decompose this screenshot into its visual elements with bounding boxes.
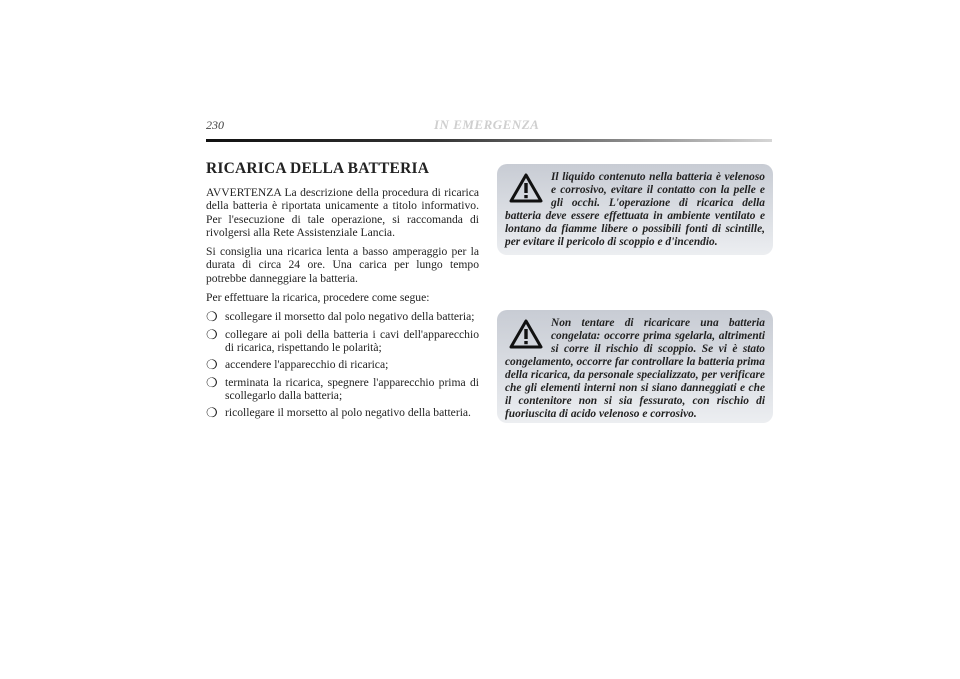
procedure-steps <box>206 310 479 419</box>
page-title: RICARICA DELLA BATTERIA <box>206 160 430 177</box>
warning-box-frozen <box>497 310 773 423</box>
step-text: ricollegare il morsetto al polo negativo della batteria. <box>225 406 471 420</box>
list-item <box>206 310 479 323</box>
list-item <box>206 358 479 371</box>
bullet-icon: ❍ <box>206 374 218 390</box>
warning-note-paragraph: AVVERTENZA La descrizione della procedura di ricarica della batteria è riportata unicamente a titolo informativo. Per l'esecuzione di tale operazione, si raccomanda di rivolgersi alla Rete Assistenziale Lancia. <box>206 186 479 239</box>
list-item <box>206 406 479 419</box>
main-column <box>206 160 479 423</box>
bullet-icon: ❍ <box>206 405 218 421</box>
step-text: terminata la ricarica, spegnere l'apparecchio prima di scollegarlo dalla batteria; <box>225 375 479 402</box>
warning-text: Il liquido contenuto nella batteria è velenoso e corrosivo, evitare il contatto con la pelle e gli occhi. L'operazione di ricarica della batteria deve essere effettuata in ambiente ventilato e lontano da fiamme libere o possibili fonti di scintille, per evitare il pericolo di scoppio e d'incendio. <box>505 171 765 248</box>
bullet-icon: ❍ <box>206 326 218 342</box>
page-number: 230 <box>206 118 224 132</box>
list-item <box>206 328 479 355</box>
bullet-icon: ❍ <box>206 309 218 325</box>
list-item <box>206 376 479 403</box>
advice-paragraph: Si consiglia una ricarica lenta a basso amperaggio per la durata di circa 24 ore. Una carica per lungo tempo potrebbe danneggiare la batteria. <box>206 245 479 285</box>
procedure-intro: Per effettuare la ricarica, procedere come segue: <box>206 291 430 305</box>
step-text: collegare ai poli della batteria i cavi dell'apparecchio di ricarica, rispettando le polarità; <box>225 327 479 354</box>
warning-triangle-icon <box>509 319 543 349</box>
bullet-icon: ❍ <box>206 357 218 373</box>
header-rule <box>206 139 772 142</box>
warning-text: Non tentare di ricaricare una batteria congelata: occorre prima sgelarla, altrimenti si corre il rischio di scoppio. Se vi è stato congelamento, occorre far controllare la batteria prima della ricarica, da personale specializzato, per verificare che gli elementi interni non si siano danneggiati e che il contenitore non si sia fessurato, con rischio di fuoriuscita di acido velenoso e corrosivo. <box>505 317 765 420</box>
step-text: accendere l'apparecchio di ricarica; <box>225 358 389 372</box>
page-header <box>206 118 772 148</box>
step-text: scollegare il morsetto dal polo negativo della batteria; <box>225 310 475 324</box>
warning-box-acid <box>497 164 773 255</box>
warning-triangle-icon <box>509 173 543 203</box>
section-title: IN EMERGENZA <box>434 117 540 132</box>
